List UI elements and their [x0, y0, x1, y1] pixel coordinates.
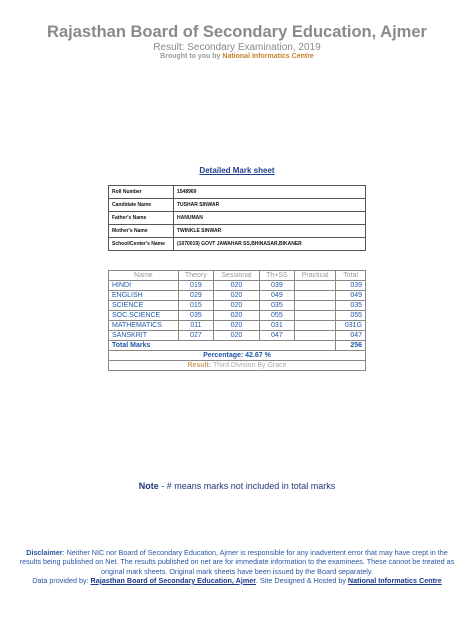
- candidate-info-table: [108, 185, 366, 251]
- result-value: Third Division By Grace: [213, 362, 287, 369]
- subject-theory: 027: [178, 331, 213, 341]
- info-label: Mother's Name: [109, 225, 174, 238]
- subject-row: [109, 331, 366, 341]
- subject-thss: 047: [259, 331, 294, 341]
- subject-name: MATHEMATICS: [109, 321, 179, 331]
- info-row: [109, 186, 366, 199]
- info-row: [109, 225, 366, 238]
- subject-practical: [294, 321, 335, 331]
- page-subtitle: Result: Secondary Examination, 2019: [153, 42, 321, 53]
- info-row: [109, 212, 366, 225]
- info-value: HANUMAN: [174, 212, 366, 225]
- col-total: Total: [336, 271, 366, 281]
- subject-thss: 035: [259, 301, 294, 311]
- subject-name: SANSKRIT: [109, 331, 179, 341]
- subject-total: 049: [336, 291, 366, 301]
- subject-sessional: 020: [214, 321, 260, 331]
- col-thss: Th+SS: [259, 271, 294, 281]
- result-row: [109, 361, 366, 371]
- info-label: Roll Number: [109, 186, 174, 199]
- subject-thss: 049: [259, 291, 294, 301]
- board-link[interactable]: Rajasthan Board of Secondary Education, Ajmer: [90, 575, 257, 585]
- nic-link[interactable]: National Informatics Centre: [347, 575, 442, 585]
- subject-name: ENGLISH: [109, 291, 179, 301]
- brought-org: National Informatics Centre: [222, 53, 314, 60]
- provided-prefix: Data provided by:: [32, 575, 91, 585]
- subject-row: [109, 281, 366, 291]
- note-text: - # means marks not included in total marks: [158, 481, 336, 491]
- result: [109, 361, 366, 371]
- brought-prefix: Brought to you by: [160, 53, 221, 60]
- info-label: School/Center's Name: [109, 238, 174, 251]
- subject-sessional: 020: [214, 311, 260, 321]
- info-value: TUSHAR SINWAR: [174, 199, 366, 212]
- percentage-row: [109, 351, 366, 361]
- info-row: [109, 199, 366, 212]
- brought-by: [0, 53, 474, 60]
- subject-practical: [294, 281, 335, 291]
- subject-row: [109, 291, 366, 301]
- subject-theory: 019: [178, 281, 213, 291]
- subject-practical: [294, 301, 335, 311]
- col-theory: Theory: [178, 271, 213, 281]
- info-value: (1070019) GOVT JAWAHAR SS,BHINASAR,BIKANER: [174, 238, 366, 251]
- subject-sessional: 020: [214, 291, 260, 301]
- subject-thss: 039: [259, 281, 294, 291]
- subject-theory: 011: [178, 321, 213, 331]
- percentage: Percentage: 42.67 %: [109, 351, 366, 361]
- subject-theory: 035: [178, 311, 213, 321]
- info-label: Father's Name: [109, 212, 174, 225]
- site-text: . Site Designed & Hosted by: [256, 575, 348, 585]
- subject-thss: 055: [259, 311, 294, 321]
- marks-table: [108, 270, 366, 371]
- subject-practical: [294, 311, 335, 321]
- total-label: Total Marks: [109, 341, 336, 351]
- marksheet-title-text: Detailed Mark sheet: [199, 166, 275, 175]
- total-row: [109, 341, 366, 351]
- marks-header-row: [109, 271, 366, 281]
- subject-theory: 015: [178, 301, 213, 311]
- subject-sessional: 020: [214, 301, 260, 311]
- subject-practical: [294, 331, 335, 341]
- subject-name: SCIENCE: [109, 301, 179, 311]
- subject-total: 031G: [336, 321, 366, 331]
- subject-sessional: 020: [214, 331, 260, 341]
- info-row: [109, 238, 366, 251]
- subject-row: [109, 301, 366, 311]
- subject-total: 035: [336, 301, 366, 311]
- info-label: Candidate Name: [109, 199, 174, 212]
- subject-sessional: 020: [214, 281, 260, 291]
- subject-total: 055: [336, 311, 366, 321]
- result-label: Result:: [187, 362, 212, 369]
- disclaimer-text: : Neither NIC nor Board of Secondary Education, Ajmer is responsible for any inadvertent error that may have crept in the results being published on Net. The results published on net are for immediate information to the examinees. These cannot be treated as original mark sheets. Original mark sheets have been issued by the Board separately.: [19, 548, 455, 576]
- marksheet-title: [0, 166, 474, 175]
- info-value: 1548969: [174, 186, 366, 199]
- disclaimer: [16, 548, 458, 585]
- col-sessional: Sessional: [214, 271, 260, 281]
- col-practical: Practical: [294, 271, 335, 281]
- subject-thss: 031: [259, 321, 294, 331]
- total-value: 256: [336, 341, 366, 351]
- subject-name: SOC.SCIENCE: [109, 311, 179, 321]
- subject-row: [109, 321, 366, 331]
- disclaimer-label: Disclaimer: [26, 548, 63, 557]
- subject-practical: [294, 291, 335, 301]
- info-value: TWINKLE SINWAR: [174, 225, 366, 238]
- page-title: Rajasthan Board of Secondary Education, Ajmer: [47, 23, 427, 41]
- col-name: Name: [109, 271, 179, 281]
- note-label: Note: [138, 481, 159, 491]
- subject-total: 039: [336, 281, 366, 291]
- subject-theory: 029: [178, 291, 213, 301]
- subject-total: 047: [336, 331, 366, 341]
- subject-name: HINDI: [109, 281, 179, 291]
- note: [0, 481, 474, 491]
- subject-row: [109, 311, 366, 321]
